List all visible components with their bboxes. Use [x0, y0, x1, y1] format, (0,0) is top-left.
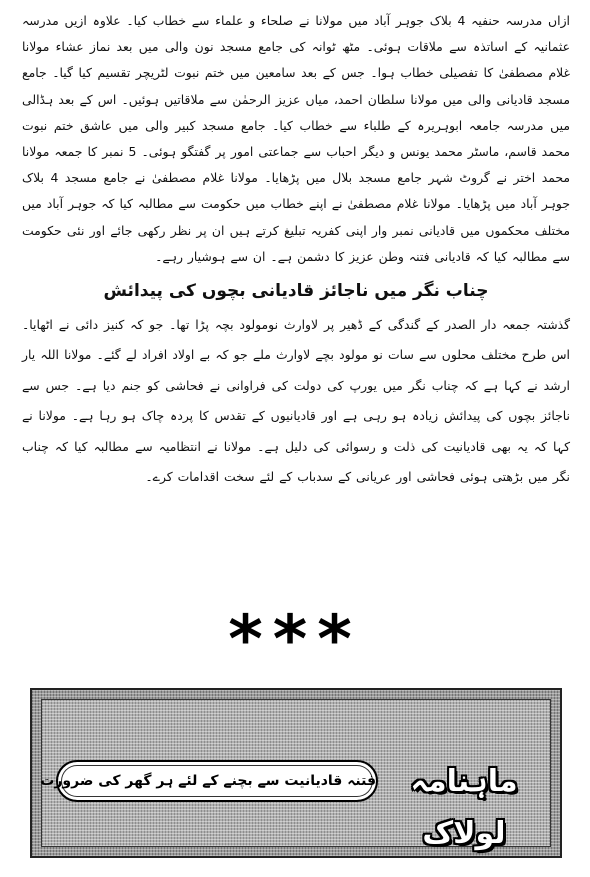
- banner-inner-frame: [40, 699, 551, 851]
- article-body: [22, 8, 570, 492]
- banner-tagline: فتنہ قادیانیت سے بچنے کے لئے ہر گھر کی ضرورت: [56, 760, 378, 802]
- article-paragraph-2: گذشتہ جمعہ دار الصدر کے گندگی کے ڈھیر پر لاوارث نومولود بچہ پڑا تھا۔ جو کہ کنیز دائی نے اٹھایا۔ اس طرح مختلف محلوں سے سات نو مولود بچے لاوارث ملے جو کہ بے اولاد افراد لے گئے۔ مولانا اللہ یار ارشد نے کہا ہے کہ چناب نگر میں یورپ کی دولت کی فراوانی نے فحاشی کو جنم دیا ہے۔ جس سے ناجائز بچوں کی پیدائش زیادہ ہو رہی ہے اور قادیانیوں کے تقدس کا پردہ چاک ہو رہا ہے۔ مولانا نے کہا کہ یہ بھی قادیانیت کی ذلت و رسوائی کی دلیل ہے۔ مولانا نے انتظامیہ سے مطالبہ کیا کہ چناب نگر میں بڑھتی ہوئی فحاشی اور عریانی کے سدباب کے لئے سخت اقدامات کرے۔: [22, 317, 570, 485]
- magazine-advert-banner: [30, 688, 562, 858]
- banner-content-row: [40, 756, 544, 851]
- magazine-title-logo: ماہنامہ لولاک: [410, 764, 518, 851]
- article-paragraph-1: ازاں مدرسہ حنفیہ 4 بلاک جوہر آباد میں مولانا نے صلحاء و علماء سے خطاب کیا۔ علاوہ ازیں مدرسہ عثمانیہ کے اساتذہ سے ملاقات ہوئی۔ مٹھ ٹوانہ کی جامع مسجد نون والی میں بعد نماز عشاء مولانا غلام مصطفیٰ کا تفصیلی خطاب ہوا۔ جس کے بعد سامعین میں ختم نبوت لٹریچر تقسیم کیا گیا۔ جامع مسجد قادیانی والی میں مولانا سلطان احمد، میاں عزیز الرحمٰن سے ملاقاتیں ہوئیں۔ اس کے بعد ہڈالی میں مدرسہ جامعہ ابوہریرہ کے طلباء سے خطاب کیا۔ جامع مسجد کبیر والی میں عاشق ختم نبوت محمد قاسم، ماسٹر محمد یونس و دیگر احباب سے جماعتی امور پر گفتگو ہوئی۔ 5 نمبر کا جمعہ مولانا محمد اختر نے گروٹ شہر جامع مسجد بلال میں پڑھایا۔ مولانا غلام مصطفیٰ نے جامع مسجد 4 بلاک جوہر آباد میں پڑھایا۔ مولانا غلام مصطفیٰ نے اپنے خطاب میں حکومت سے مطالبہ کیا کہ جوہر آباد میں مختلف محکموں میں قادیانی نمبر وار اپنی کفریہ تبلیغ کرتے ہیں ان پر نظر رکھی جائے اور نئی حکومت سے مطالبہ کیا کہ قادیانی فتنہ وطن عزیز کا دشمن ہے۔ ان سے ہوشیار رہے۔: [22, 13, 570, 264]
- section-separator-stars: ***: [228, 601, 362, 678]
- article-heading: چناب نگر میں ناجائز قادیانی بچوں کی پیدائش: [103, 281, 489, 302]
